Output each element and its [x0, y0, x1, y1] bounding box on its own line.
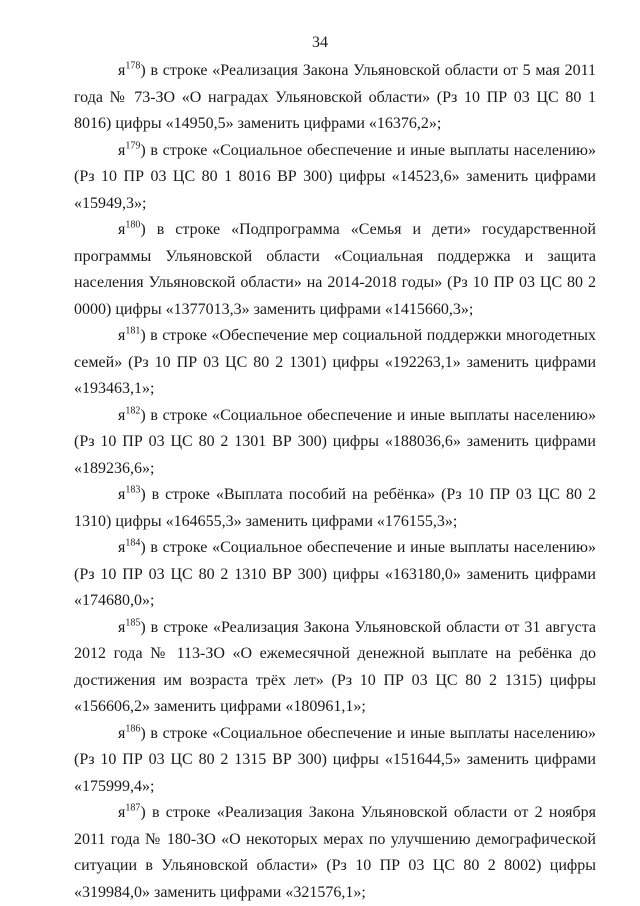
item-number: 187	[125, 802, 141, 814]
item-text: ) в строке «Реализация Закона Ульяновской области от 31 августа 2012 года № 113-ЗО «О ежемесячной денежной выплате на ребёнка до достижения им возраста трёх лет» (Рз 10 ПР 03 ЦС 80 2 1315) цифры «156606,2» заменить цифрами «180961,1»;	[74, 618, 596, 715]
item-number: 180	[125, 219, 141, 231]
item-letter: я	[118, 486, 126, 503]
item-number: 181	[125, 325, 141, 337]
item-letter: я	[118, 804, 126, 821]
item-letter: я	[118, 724, 126, 742]
item-text: ) в строке «Социальное обеспечение и иные выплаты населению» (Рз 10 ПР 03 ЦС 80 1 8016 ВР 300) цифры «14523,6» заменить цифрами «15949,3»;	[74, 141, 596, 212]
document-body	[74, 58, 596, 906]
paragraph-item	[74, 138, 596, 218]
item-letter: я	[118, 141, 126, 159]
paragraph-item	[74, 535, 596, 615]
paragraph-item	[74, 800, 596, 906]
item-letter: я	[118, 618, 126, 636]
item-text: ) в строке «Обеспечение мер социальной поддержки многодетных семей» (Рз 10 ПР 03 ЦС 80 2 1301) цифры «192263,1» заменить цифрами «193463,1»;	[74, 327, 596, 397]
paragraph-item	[74, 615, 596, 721]
paragraph-item	[74, 58, 596, 138]
item-text: ) в строке «Социальное обеспечение и иные выплаты населению» (Рз 10 ПР 03 ЦС 80 2 1310 ВР 300) цифры «163180,0» заменить цифрами «174680,0»;	[74, 539, 596, 609]
item-text: ) в строке «Подпрограмма «Семья и дети» государственной программы Ульяновской области «Социальная поддержка и защита населения Ульяновской области» на 2014-2018 годы» (Рз 10 ПР 03 ЦС 80 2 0000) цифры «1377013,3» заменить цифрами «1415660,3»;	[74, 221, 596, 318]
item-number: 186	[125, 723, 141, 735]
item-letter: я	[118, 539, 126, 556]
item-number: 185	[125, 617, 141, 629]
item-letter: я	[118, 221, 126, 238]
item-text: ) в строке «Социальное обеспечение и иные выплаты населению» (Рз 10 ПР 03 ЦС 80 2 1315 ВР 300) цифры «151644,5» заменить цифрами «175999,4»;	[74, 724, 596, 795]
item-text: ) в строке «Социальное обеспечение и иные выплаты населению» (Рз 10 ПР 03 ЦС 80 2 1301 ВР 300) цифры «188036,6» заменить цифрами «189236,6»;	[74, 406, 596, 477]
item-number: 182	[125, 405, 141, 417]
item-number: 179	[125, 140, 141, 152]
item-number: 184	[125, 537, 141, 549]
item-letter: я	[118, 406, 126, 424]
item-letter: я	[118, 327, 126, 344]
item-text: ) в строке «Реализация Закона Ульяновской области от 5 мая 2011 года № 73-ЗО «О наградах Ульяновской области» (Рз 10 ПР 03 ЦС 80 1 8016) цифры «14950,5» заменить цифрами «16376,2»;	[74, 62, 596, 132]
item-number: 183	[125, 484, 141, 496]
page-number: 34	[312, 34, 328, 51]
paragraph-item	[74, 482, 596, 535]
item-letter: я	[118, 62, 126, 79]
paragraph-item	[74, 217, 596, 323]
paragraph-item	[74, 323, 596, 403]
paragraph-item	[74, 721, 596, 801]
item-text: ) в строке «Выплата пособий на ребёнка» (Рз 10 ПР 03 ЦС 80 2 1310) цифры «164655,3» заменить цифрами «176155,3»;	[74, 486, 596, 530]
paragraph-item	[74, 403, 596, 483]
item-number: 178	[125, 60, 141, 72]
item-text: ) в строке «Реализация Закона Ульяновской области от 2 ноября 2011 года № 180-ЗО «О некоторых мерах по улучшению демографической ситуации в Ульяновской области» (Рз 10 ПР 03 ЦС 80 2 8002) цифры «319984,0» заменить цифрами «321576,1»;	[74, 804, 596, 901]
